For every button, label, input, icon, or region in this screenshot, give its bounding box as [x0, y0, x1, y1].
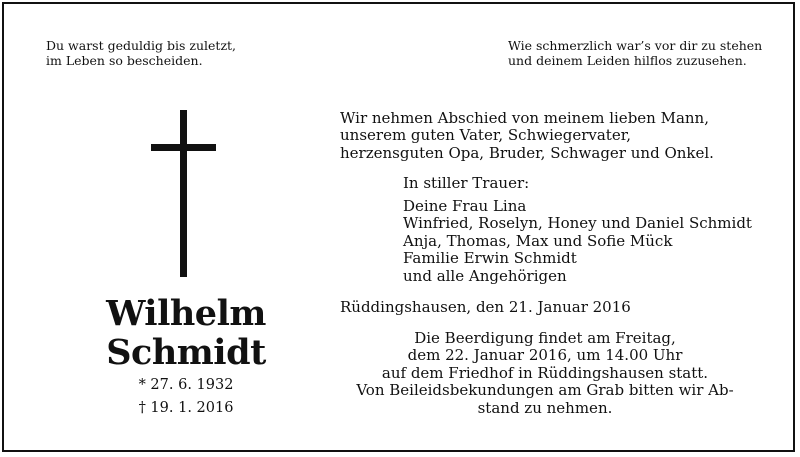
mourning-heading: In stiller Trauer:	[403, 174, 530, 192]
farewell-text: Wir nehmen Abschied von meinem lieben Mann, unserem guten Vater, Schwiegervater, herzensguten Opa, Bruder, Schwager und Onkel.	[340, 109, 714, 162]
death-date: † 19. 1. 2016	[138, 400, 234, 416]
place-date: Rüddingshausen, den 21. Januar 2016	[340, 298, 631, 316]
mourners-list: Deine Frau Lina Winfried, Roselyn, Honey und Daniel Schmidt Anja, Thomas, Max und Sofie Mück Familie Erwin Schmidt und alle Angehörigen	[403, 197, 752, 285]
verse-left: Du warst geduldig bis zuletzt, im Leben so bescheiden.	[46, 38, 237, 68]
deceased-last-name: Schmidt	[106, 332, 266, 373]
funeral-notice: Die Beerdigung findet am Freitag, dem 22. Januar 2016, um 14.00 Uhr auf dem Friedhof in Rüddingshausen statt. Von Beileidsbekundungen am Grab bitten wir Ab- stand zu nehmen.	[356, 329, 734, 417]
verse-right: Wie schmerzlich war’s vor dir zu stehen und deinem Leiden hilflos zuzusehen.	[508, 38, 763, 68]
birth-date: * 27. 6. 1932	[138, 377, 234, 393]
deceased-first-name: Wilhelm	[106, 293, 266, 334]
